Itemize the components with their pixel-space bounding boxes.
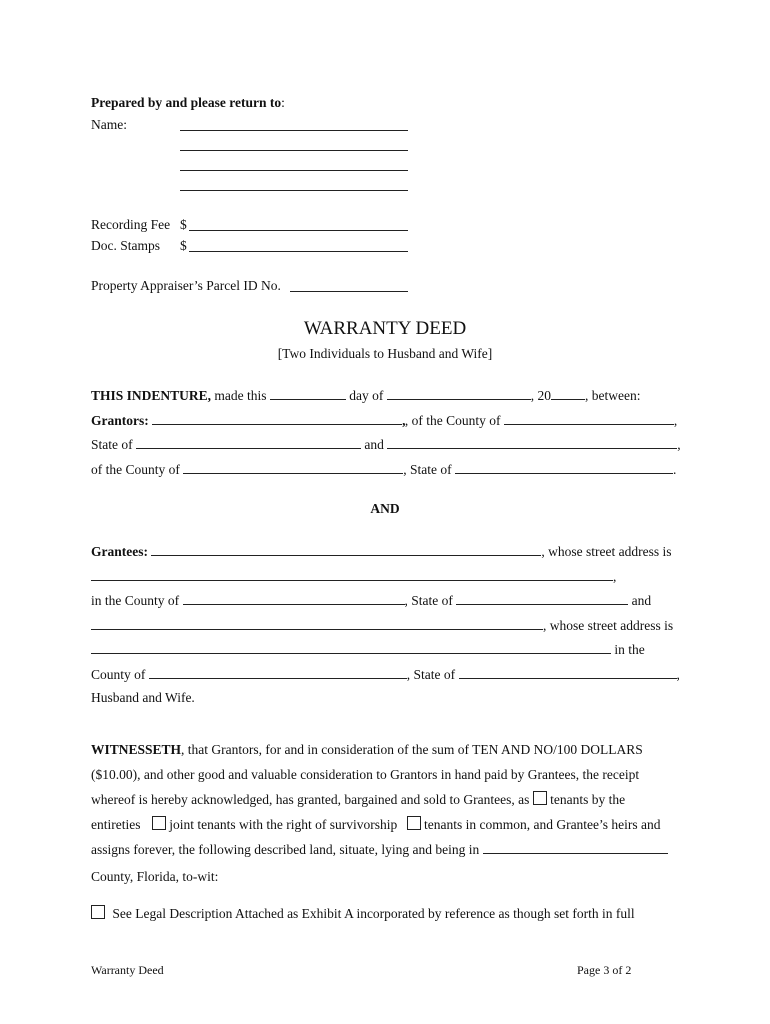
grantee1-county-line: in the County of , State of and bbox=[91, 593, 652, 608]
grantee2-address-line: in the bbox=[91, 640, 645, 658]
parcel-id-label: Property Appraiser’s Parcel ID No. bbox=[91, 278, 281, 293]
name-label: Name: bbox=[91, 117, 127, 132]
name-field-line-4[interactable] bbox=[180, 190, 408, 191]
grantee1-state-field[interactable] bbox=[456, 591, 628, 605]
name-field-line-3[interactable] bbox=[180, 170, 408, 171]
grantors-state-line: State of and , bbox=[91, 437, 681, 452]
name-field-line-2[interactable] bbox=[180, 150, 408, 151]
grantor2-county-line: of the County of , State of . bbox=[91, 462, 677, 477]
grantors-state-field[interactable] bbox=[136, 435, 361, 449]
footer-title: Warranty Deed bbox=[91, 963, 164, 977]
doc-stamps-label: Doc. Stamps bbox=[91, 238, 160, 253]
grantee2-line: , whose street address is bbox=[91, 616, 673, 634]
grantee2-name-field[interactable] bbox=[91, 616, 543, 630]
grantee1-address-line: , bbox=[91, 567, 616, 585]
tenants-in-common-checkbox[interactable] bbox=[407, 816, 421, 830]
recording-fee-dollar: $ bbox=[180, 217, 187, 232]
grantee2-county-line: County of , State of , bbox=[91, 667, 680, 682]
deed-title: WARRANTY DEED bbox=[303, 318, 467, 339]
witnesseth-line-2: ($10.00), and other good and valuable consideration to Grantors in hand paid by Grantees, the receipt bbox=[91, 767, 640, 782]
witnesseth-line-5: assigns forever, the following described land, situate, lying and being in bbox=[91, 840, 668, 858]
grantor-second-field[interactable] bbox=[387, 435, 677, 449]
deed-subtitle: [Two Individuals to Husband and Wife] bbox=[277, 346, 493, 361]
grantee2-address-field[interactable] bbox=[91, 640, 611, 654]
husband-and-wife: Husband and Wife. bbox=[91, 690, 195, 705]
grantees-field[interactable] bbox=[151, 542, 541, 556]
tenants-by-entireties-checkbox[interactable] bbox=[533, 791, 547, 805]
witnesseth-line-1: WITNESSETH, that Grantors, for and in consideration of the sum of TEN AND NO/100 DOLLARS bbox=[91, 742, 643, 757]
grantors-line: Grantors: , , of the County of , bbox=[91, 413, 678, 428]
grantors-county-field[interactable] bbox=[504, 411, 674, 425]
name-field-line-1[interactable] bbox=[180, 130, 408, 131]
grantee2-county-field[interactable] bbox=[149, 665, 407, 679]
prepared-by-heading: Prepared by and please return to: bbox=[91, 95, 285, 110]
grantor2-county-field[interactable] bbox=[183, 460, 403, 474]
doc-stamps-field[interactable] bbox=[189, 251, 408, 252]
grantees-line: Grantees: , whose street address is bbox=[91, 544, 672, 559]
witnesseth-line-4: entireties joint tenants with the right of survivorship tenants in common, and Grantee’s heirs and bbox=[91, 817, 661, 832]
doc-stamps-dollar: $ bbox=[180, 238, 187, 253]
and-heading: AND bbox=[370, 501, 400, 516]
grantors-field[interactable] bbox=[152, 411, 402, 425]
grantee2-state-field[interactable] bbox=[459, 665, 677, 679]
joint-tenants-checkbox[interactable] bbox=[152, 816, 166, 830]
day-field[interactable] bbox=[270, 386, 346, 400]
indenture-line: THIS INDENTURE, made this day of , 20 , between: bbox=[91, 388, 641, 403]
month-field[interactable] bbox=[387, 386, 531, 400]
recording-fee-label: Recording Fee bbox=[91, 217, 171, 232]
grantor2-state-field[interactable] bbox=[455, 460, 673, 474]
legal-description-checkbox[interactable] bbox=[91, 905, 105, 919]
legal-description-line: See Legal Description Attached as Exhibit A incorporated by reference as though set forth in full bbox=[91, 905, 635, 922]
witnesseth-line-3: whereof is hereby acknowledged, has granted, bargained and sold to Grantees, as tenants by the bbox=[91, 792, 626, 807]
grantee1-address-field[interactable] bbox=[91, 567, 613, 581]
grantee1-county-field[interactable] bbox=[183, 591, 405, 605]
page-number: Page 3 of 2 bbox=[577, 963, 632, 977]
parcel-id-field[interactable] bbox=[290, 291, 408, 292]
year-field[interactable] bbox=[551, 386, 585, 400]
recording-fee-field[interactable] bbox=[189, 230, 408, 231]
county-florida: County, Florida, to-wit: bbox=[91, 869, 219, 884]
county-location-field[interactable] bbox=[483, 840, 668, 854]
